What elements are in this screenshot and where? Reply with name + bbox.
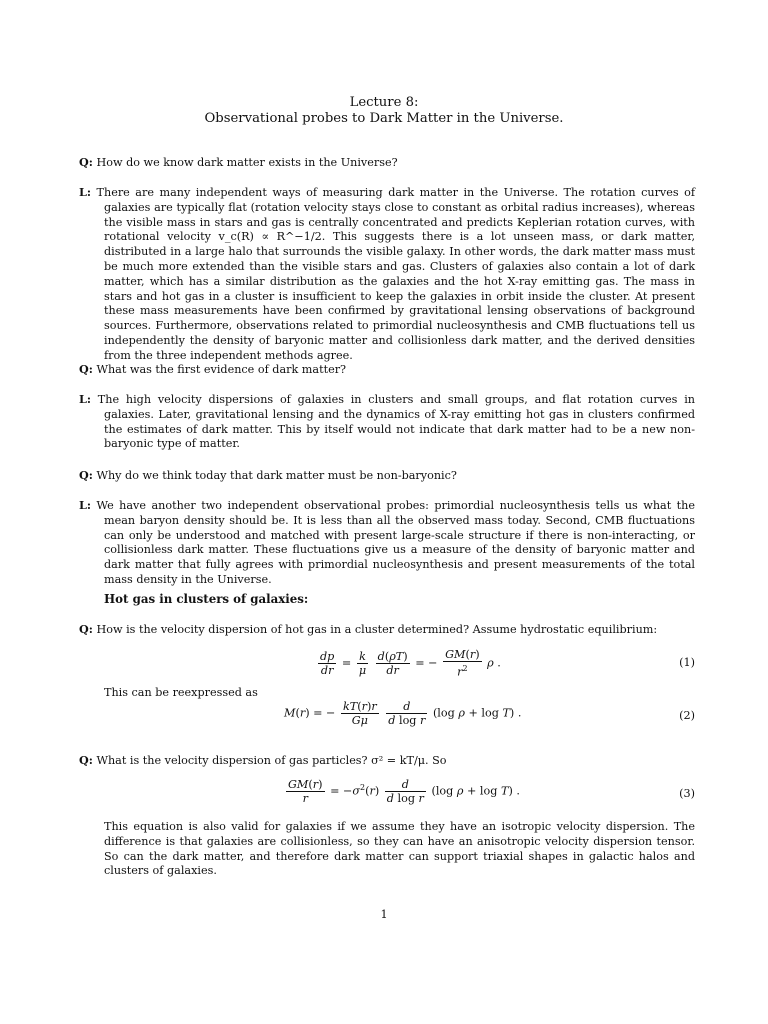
question-label: Q: [79,362,93,376]
equation-1: $\frac{dp}{dr}$ = $\frac{k}{\mu}$ $\frac{d(\rho T)}{dr}$ = − $\frac{GM(r)}{r^2}$ ρ . [320,648,501,679]
answer-label: L: [79,498,91,512]
lecture-number: Lecture 8: [349,95,419,110]
page-number: 1 [380,908,388,921]
question-1 [79,155,695,171]
lecture-title: Observational probes to Dark Matter in the Universe. [204,111,564,126]
question-text: How do we know dark matter exists in the Universe? [96,156,398,169]
answer-3 [79,498,695,588]
section-heading: Hot gas in clusters of galaxies: [104,592,309,606]
question-text: What was the first evidence of dark matter? [96,363,347,376]
question-label: Q: [79,468,93,482]
question-2 [79,362,695,378]
question-label: Q: [79,753,93,767]
equation-2-number: (2) [679,709,695,722]
question-label: Q: [79,155,93,169]
answer-text: There are many independent ways of measuring dark matter in the Universe. The rotation curves of galaxies are typically flat (rotation velocity stays close to constant as orbital radius increases), whereas the visible mass in stars and gas is centrally concentrated and predicts Keplerian rotation curves, with rotational velocity v_c(R) ∝ R^−1/2. This suggests there is a lot unseen mass, or dark matter, distributed in a large halo that surrounds the visible galaxy. In other words, the dark matter mass must be much more extended than the visible stars and gas. Clusters of galaxies also contain a lot of dark matter, which has a similar distribution as the galaxies and the hot X-ray emitting gas. The mass in stars and hot gas in a cluster is insufficient to keep the galaxies in orbit inside the cluster. At present these mass measurements have been confirmed by gravitational lensing observations of background sources. Furthermore, observations related to primordial nucleosynthesis and CMB fluctuations tell us independently the density of baryonic matter and collisionless dark matter, and the derived densities from the three independent methods agree. [96,186,695,362]
question-text: Why do we think today that dark matter must be non-baryonic? [96,469,457,482]
answer-text: We have another two independent observational probes: primordial nucleosynthesis tells us what the mean baryon density should be. It is less than all the observed mass today. Second, CMB fluctuations can only be understood and matched with present large-scale structure if there is non-interacting, or collisionless dark matter. These fluctuations give us a measure of the density of baryonic matter and dark matter that fully agrees with primordial nucleosynthesis and present measurements of the total mass density in the Universe. [96,499,695,586]
answer-1 [79,185,695,364]
equation-1-number: (1) [679,656,695,669]
question-label: Q: [79,622,93,636]
question-text: What is the velocity dispersion of gas particles? σ² = kT/μ. So [96,754,447,767]
answer-label: L: [79,185,91,199]
reexpressed-text: This can be reexpressed as [104,686,258,699]
equation-3-number: (3) [679,787,695,800]
equation-3: $\frac{GM(r)}{r}$ = $-\sigma^2(r)$ $\frac{d}{\text{d log r}}$ (log ρ + log T) . [288,778,520,805]
question-4 [79,622,695,638]
answer-text: The high velocity dispersions of galaxies in clusters and small groups, and flat rotation curves in galaxies. Later, gravitational lensing and the dynamics of X-ray emitting hot gas in clusters confirmed the estimates of dark matter. This by itself would not indicate that dark matter had to be a new non-baryonic type of matter. [97,393,695,451]
answer-2 [79,392,695,452]
question-text: How is the velocity dispersion of hot gas in a cluster determined? Assume hydrostatic equilibrium: [96,623,658,636]
question-5 [79,753,695,769]
answer-label: L: [79,392,91,406]
question-3 [79,468,695,484]
equation-2: M(r) = − $\frac{kT(r)r}{G\mu}$ $\frac{d}{\text{d log r}}$ (log ρ + log T) . [284,700,522,727]
closing-paragraph: This equation is also valid for galaxies if we assume they have an isotropic velocity dispersion. The difference is that galaxies are collisionless, so they can have an anisotropic velocity dispersion tensor. So can the dark matter, and therefore dark matter can support triaxial shapes in galactic halos and clusters of galaxies. [104,820,695,878]
